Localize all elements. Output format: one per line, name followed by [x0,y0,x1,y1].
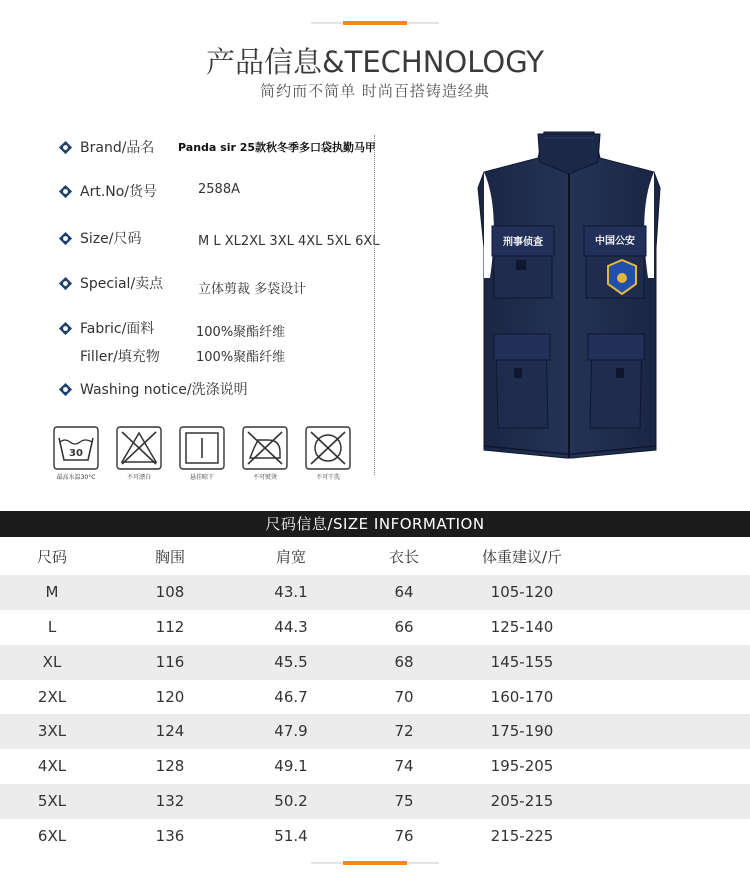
table-row [0,714,750,749]
table-cell: 43.1 [274,582,308,601]
spec-artno-label: Art.No/货号 [80,184,158,200]
spec-filler-label: Filler/填充物 [80,349,160,365]
table-cell: 120 [155,687,185,706]
table-cell: L [47,617,57,636]
column-header: 尺码 [36,548,67,566]
spec-brand-label: Brand/品名 [80,140,155,156]
table-cell: 72 [394,722,414,741]
patch-right-text: 中国公安 [595,236,635,247]
spec-special-label: Special/卖点 [80,276,164,292]
table-cell: 195-205 [490,757,554,776]
bottom-accent-bar [343,861,407,865]
table-cell: 205-215 [490,792,554,811]
care-hang-dry [178,426,226,481]
diamond-bullet-icon [58,231,73,246]
spec-brand [58,137,154,157]
diamond-bullet-icon [58,276,73,291]
table-cell: 136 [155,827,185,846]
table-cell: 108 [155,582,185,601]
table-cell: 145-155 [490,652,554,671]
vertical-divider [374,135,375,475]
product-image [474,128,664,462]
care-no-iron [241,426,289,481]
spec-size-label: Size/尺码 [80,231,142,247]
diamond-bullet-icon [58,321,73,336]
hang-dry-icon [179,426,225,470]
page-subtitle: 简约而不简单 时尚百搭铸造经典 [260,82,490,100]
care-no-bleach [115,426,163,481]
table-cell: 45.5 [274,652,308,671]
top-accent-bar [343,21,407,25]
table-cell: 132 [155,792,185,811]
table-row [0,819,750,854]
table-row [0,575,750,610]
column-header: 衣长 [388,548,419,566]
no-bleach-icon [116,426,162,470]
table-header-row [0,540,750,575]
wash-30-icon [53,426,99,470]
table-cell: 215-225 [490,827,554,846]
spec-fabric [58,318,154,338]
bottom-divider [311,862,439,864]
diamond-bullet-icon [58,140,73,155]
no-iron-icon [242,426,288,470]
table-cell: 6XL [37,827,67,846]
table-cell: 47.9 [274,722,308,741]
table-cell: 124 [155,722,185,741]
table-cell: 112 [155,617,185,636]
table-row [0,749,750,784]
table-cell: 70 [394,687,414,706]
table-cell: 4XL [37,757,67,776]
table-cell: 128 [155,757,185,776]
care-caption: 不可干洗 [315,474,340,481]
column-header: 胸围 [154,548,185,566]
table-cell: 75 [394,792,414,811]
table-cell: 125-140 [490,617,554,636]
table-row [0,645,750,680]
table-cell: 5XL [37,792,67,811]
care-symbols [52,426,352,481]
table-cell: 64 [394,582,414,601]
care-caption: 悬挂晾干 [189,474,214,481]
table-cell: 175-190 [490,722,554,741]
spec-special [58,273,163,293]
page-title: 产品信息&TECHNOLOGY [206,45,544,79]
table-cell: XL [42,652,62,671]
table-cell: 46.7 [274,687,308,706]
care-caption: 最高水温30°C [56,474,96,481]
column-header: 肩宽 [275,548,306,566]
spec-size-value: M L XL2XL 3XL 4XL 5XL 6XL [198,234,380,249]
spec-washing-label: Washing notice/洗涤说明 [80,382,248,398]
table-row [0,784,750,819]
spec-size [58,228,141,248]
spec-fabric-value: 100%聚酯纤维 [196,325,286,340]
spec-fabric-label: Fabric/面料 [80,321,155,337]
diamond-bullet-icon [58,382,73,397]
care-caption: 不可漂白 [126,474,151,481]
spec-artno-value: 2588A [198,182,240,197]
spec-artno [58,181,157,201]
table-cell: 50.2 [274,792,308,811]
no-dry-clean-icon [305,426,351,470]
wash-temp-number: 30 [69,448,83,459]
table-cell: 66 [394,617,414,636]
table-cell: 49.1 [274,757,308,776]
column-header: 体重建议/斤 [481,548,563,566]
table-cell: 116 [155,652,185,671]
vest-illustration [474,128,664,462]
table-cell: M [45,582,59,601]
spec-brand-value: Panda sir 25款秋冬季多口袋执勤马甲 [178,141,377,154]
table-row [0,680,750,715]
size-table [0,540,750,854]
table-cell: 51.4 [274,827,308,846]
spec-special-value: 立体剪裁 多袋设计 [198,282,307,297]
table-row [0,610,750,645]
table-cell: 76 [394,827,414,846]
spec-washing [58,379,248,399]
table-cell: 74 [394,757,414,776]
size-table-title: 尺码信息/SIZE INFORMATION [0,511,750,537]
care-wash-30 [52,426,100,481]
table-cell: 3XL [37,722,67,741]
table-cell: 105-120 [490,582,554,601]
diamond-bullet-icon [58,184,73,199]
table-cell: 68 [394,652,414,671]
care-no-dry-clean [304,426,352,481]
table-cell: 160-170 [490,687,554,706]
top-divider [311,22,439,24]
table-cell: 2XL [37,687,67,706]
patch-left-text: 刑事侦查 [503,237,543,248]
table-cell: 44.3 [274,617,308,636]
care-caption: 不可熨烫 [252,474,277,481]
spec-filler-value: 100%聚酯纤维 [196,350,286,365]
